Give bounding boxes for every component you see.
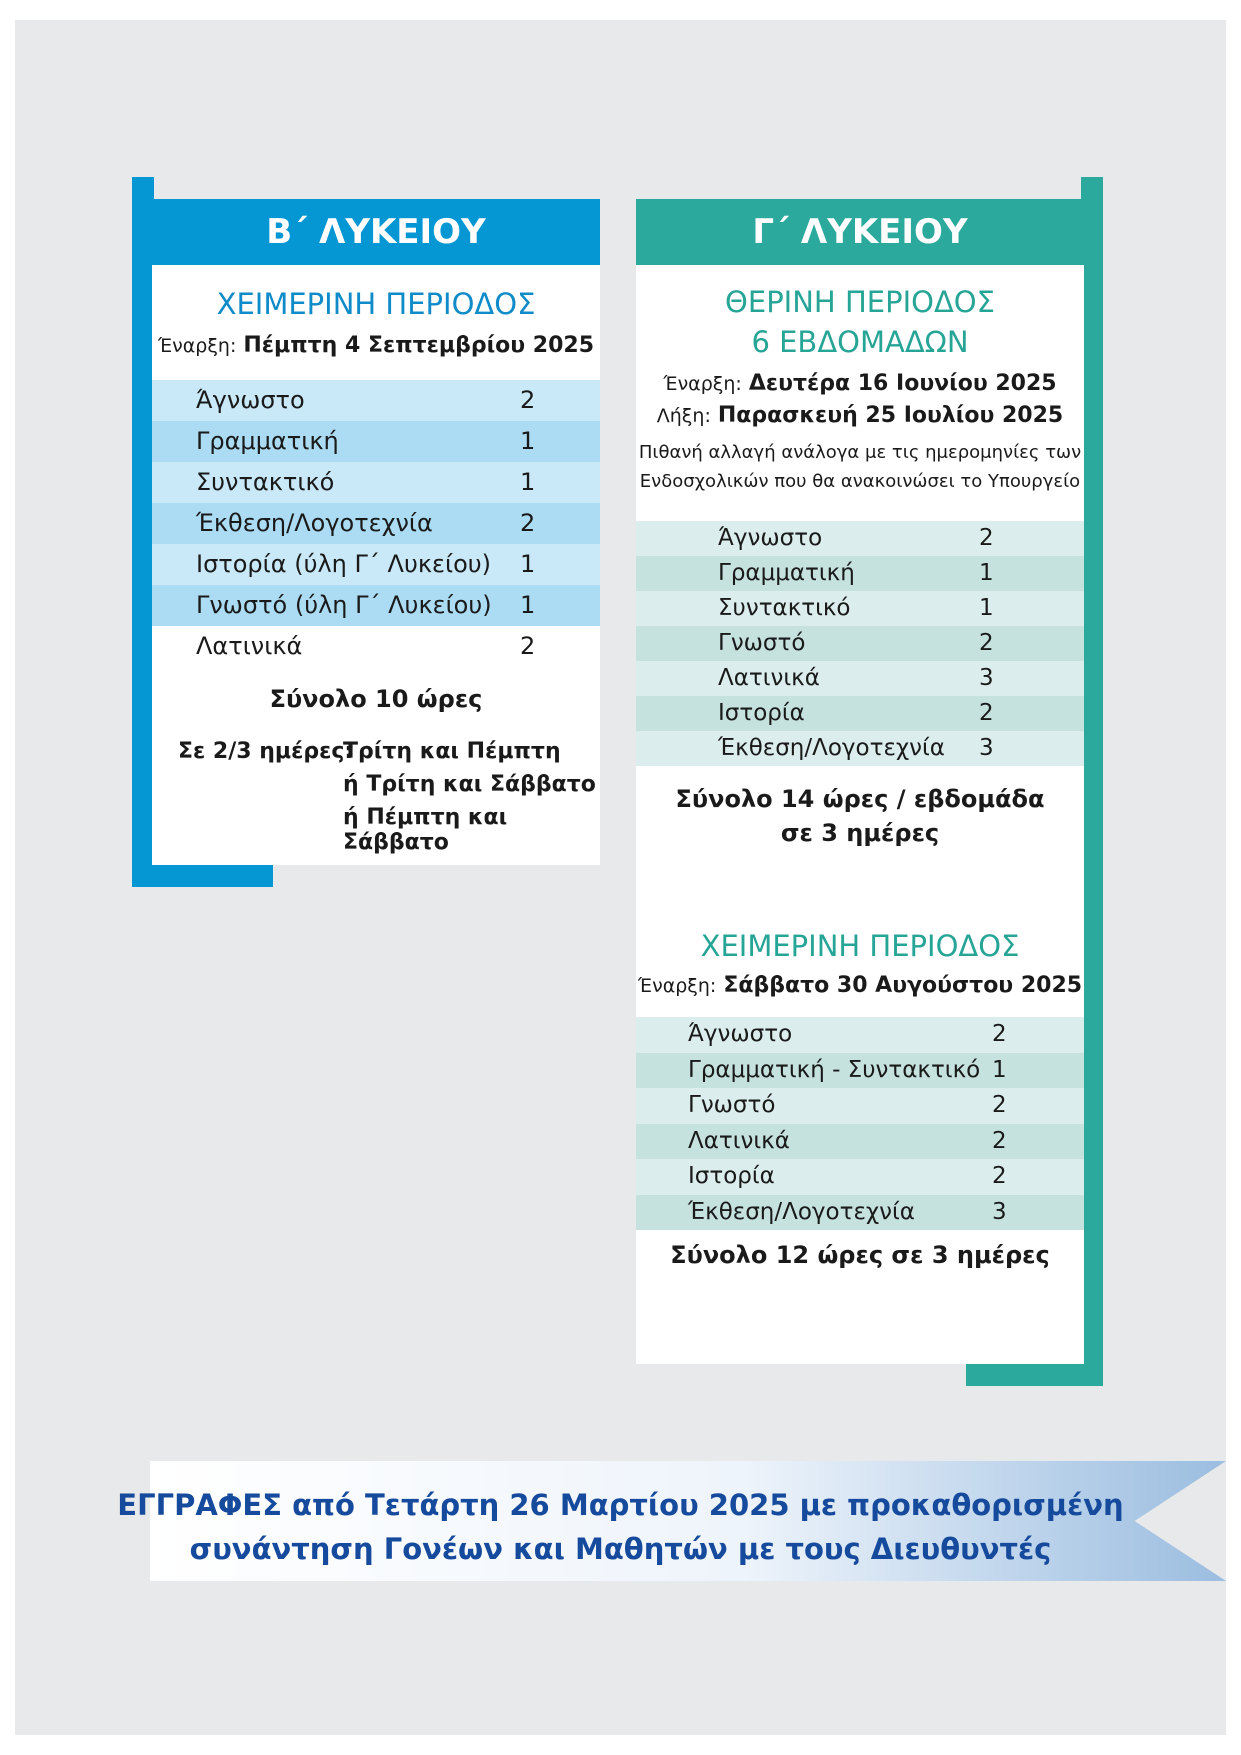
row-hours: 2	[979, 700, 994, 726]
row-subject: Ιστορία	[718, 700, 805, 726]
table-row	[152, 462, 600, 503]
row-subject: Έκθεση/Λογοτεχνία	[718, 735, 945, 761]
row-hours: 2	[992, 1163, 1007, 1189]
winter-start-line	[636, 973, 1084, 998]
row-hours: 3	[979, 665, 994, 691]
winter-start-date: Σάββατο 30 Αυγούστου 2025	[723, 973, 1083, 998]
right-card-frame	[1081, 177, 1103, 1386]
left-days-label: Σε 2/3 ημέρες:	[178, 739, 354, 764]
left-days-option: ή Τρίτη και Σάββατο	[343, 772, 596, 797]
row-hours: 2	[992, 1127, 1007, 1154]
row-hours: 2	[992, 1021, 1007, 1047]
row-subject: Άγνωστο	[196, 386, 305, 414]
summer-end-label: Λήξη:	[656, 405, 711, 427]
row-hours: 2	[979, 630, 994, 656]
row-hours: 2	[520, 386, 536, 414]
left-start-label: Έναρξη:	[157, 335, 237, 357]
summer-total-line1: Σύνολο 14 ώρες / εβδομάδα	[675, 785, 1045, 813]
row-hours: 3	[979, 735, 994, 761]
summer-start-line	[636, 371, 1084, 396]
table-row	[636, 1053, 1084, 1089]
right-card-frame-foot	[966, 1364, 1103, 1386]
table-row	[636, 661, 1084, 696]
table-row	[636, 1124, 1084, 1160]
table-row	[152, 544, 600, 585]
row-subject: Έκθεση/Λογοτεχνία	[196, 509, 433, 537]
table-row	[636, 521, 1084, 556]
right-card	[636, 265, 1084, 1364]
left-card-header: Β΄ ΛΥΚΕΙΟΥ	[152, 199, 600, 265]
row-hours: 1	[520, 591, 536, 619]
row-subject: Γραμματική - Συντακτικό	[688, 1056, 981, 1083]
table-row	[152, 585, 600, 626]
table-row	[636, 696, 1084, 731]
table-row	[152, 503, 600, 544]
row-subject: Γραμματική	[718, 560, 855, 586]
summer-total-line2: σε 3 ημέρες	[780, 819, 940, 847]
winter-title: ΧΕΙΜΕΡΙΝΗ ΠΕΡΙΟΔΟΣ	[700, 929, 1020, 963]
winter-total: Σύνολο 12 ώρες σε 3 ημέρες	[670, 1241, 1050, 1269]
table-row	[152, 626, 600, 667]
row-hours: 2	[520, 632, 536, 660]
row-hours: 1	[992, 1056, 1007, 1083]
row-subject: Λατινικά	[718, 665, 820, 691]
row-subject: Γνωστό	[688, 1092, 776, 1118]
banner-line1: ΕΓΓΡΑΦΕΣ από Τετάρτη 26 Μαρτίου 2025 με προκαθορισμένη	[117, 1488, 1124, 1522]
row-subject: Γραμματική	[196, 427, 339, 455]
table-row	[636, 1088, 1084, 1124]
left-total: Σύνολο 10 ώρες	[269, 685, 483, 713]
row-hours: 2	[520, 509, 536, 537]
left-days-option: ή Πέμπτη και Σάββατο	[343, 805, 508, 855]
winter-start-label: Έναρξη:	[637, 975, 717, 997]
row-hours: 1	[520, 550, 536, 578]
row-subject: Άγνωστο	[718, 525, 823, 551]
summer-start-date: Δευτέρα 16 Ιουνίου 2025	[748, 371, 1057, 396]
summer-start-label: Έναρξη:	[663, 373, 742, 395]
left-section-title: ΧΕΙΜΕΡΙΝΗ ΠΕΡΙΟΔΟΣ	[216, 287, 536, 321]
left-card	[152, 265, 600, 865]
row-hours: 1	[520, 427, 536, 455]
table-row	[636, 1195, 1084, 1231]
row-subject: Συντακτικό	[718, 595, 851, 621]
right-card-header: Γ΄ ΛΥΚΕΙΟΥ	[636, 199, 1084, 265]
row-hours: 1	[520, 468, 536, 496]
summer-end-line	[636, 403, 1084, 428]
row-subject: Γνωστό (ύλη Γ΄ Λυκείου)	[196, 591, 492, 619]
row-hours: 2	[979, 525, 994, 551]
table-row	[152, 380, 600, 421]
summer-title-line1: ΘΕΡΙΝΗ ΠΕΡΙΟΔΟΣ	[725, 285, 995, 319]
table-row	[636, 731, 1084, 766]
summer-title-line2: 6 ΕΒΔΟΜΑΔΩΝ	[751, 325, 969, 359]
table-row	[152, 421, 600, 462]
table-row	[636, 556, 1084, 591]
table-row	[636, 1017, 1084, 1053]
row-subject: Ιστορία	[688, 1163, 775, 1189]
row-subject: Έκθεση/Λογοτεχνία	[688, 1198, 915, 1225]
banner-line2: συνάντηση Γονέων και Μαθητών με τους Διευθυντές	[189, 1532, 1052, 1566]
row-hours: 3	[992, 1198, 1007, 1225]
row-subject: Λατινικά	[196, 632, 303, 660]
row-hours: 1	[979, 560, 994, 586]
row-subject: Συντακτικό	[196, 468, 335, 496]
left-days-option: Τρίτη και Πέμπτη	[343, 739, 561, 764]
left-start-date: Πέμπτη 4 Σεπτεμβρίου 2025	[243, 333, 595, 358]
row-hours: 2	[992, 1092, 1007, 1118]
summer-note-line1: Πιθανή αλλαγή ανάλογα με τις ημερομηνίες των	[638, 442, 1082, 463]
summer-note-line2: Ενδοσχολικών που θα ανακοινώσει το Υπουργείο	[639, 471, 1081, 492]
row-subject: Λατινικά	[688, 1127, 790, 1154]
row-subject: Γνωστό	[718, 630, 806, 656]
left-card-frame-foot	[132, 865, 273, 887]
row-subject: Ιστορία (ύλη Γ΄ Λυκείου)	[196, 550, 491, 578]
table-row	[636, 591, 1084, 626]
summer-end-date: Παρασκευή 25 Ιουλίου 2025	[717, 403, 1064, 428]
row-hours: 1	[979, 595, 994, 621]
table-row	[636, 1159, 1084, 1195]
left-start-date-line	[152, 333, 600, 358]
row-subject: Άγνωστο	[688, 1021, 793, 1047]
left-card-frame	[132, 177, 154, 887]
table-row	[636, 626, 1084, 661]
